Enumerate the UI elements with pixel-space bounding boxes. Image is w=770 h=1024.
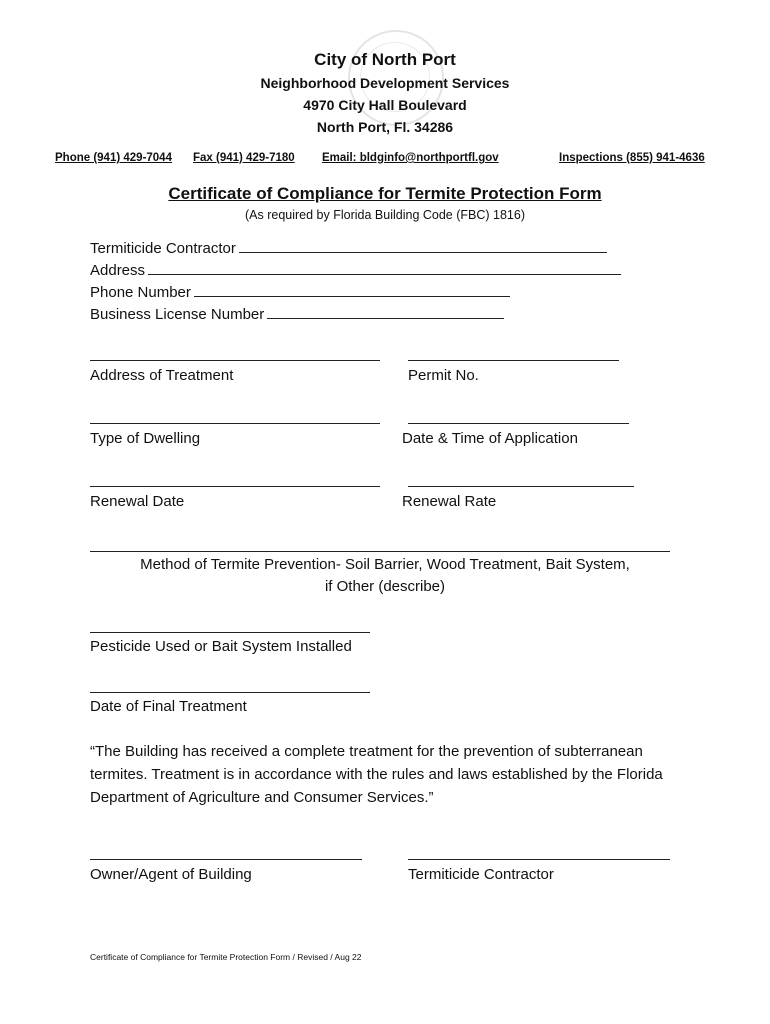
final-treatment-input[interactable]: [90, 692, 370, 693]
owner-agent-label: Owner/Agent of Building: [90, 866, 252, 883]
method-label-line2: if Other (describe): [324, 578, 446, 595]
permit-no-label: Permit No.: [408, 367, 479, 384]
phone-number: Phone (941) 429-7044: [55, 152, 172, 164]
renewal-date-label: Renewal Date: [90, 493, 185, 510]
type-of-dwelling-label: Type of Dwelling: [90, 430, 201, 447]
license-input[interactable]: [267, 304, 504, 319]
fax-number: Fax (941) 429-7180: [193, 152, 295, 164]
address-of-treatment-input[interactable]: [90, 360, 380, 361]
method-label-line1: Method of Termite Prevention- Soil Barrier, Wood Treatment, Bait System,: [140, 556, 630, 573]
type-of-dwelling-input[interactable]: [90, 423, 380, 424]
city-name: City of North Port: [314, 50, 456, 69]
owner-agent-signature-input[interactable]: [90, 859, 362, 860]
form-title: Certificate of Compliance for Termite Protection Form: [168, 184, 602, 203]
renewal-rate-label: Renewal Rate: [402, 493, 497, 510]
inspections-number: Inspections (855) 941-4636: [559, 152, 705, 164]
address-input[interactable]: [148, 260, 621, 275]
address-of-treatment-label: Address of Treatment: [90, 367, 234, 384]
renewal-rate-input[interactable]: [408, 486, 634, 487]
contractor-field: [90, 238, 607, 257]
address-label: Address: [90, 262, 146, 279]
license-label: Business License Number: [90, 306, 265, 323]
phone-field: [90, 282, 510, 301]
email-link[interactable]: Email: bldginfo@northportfl.gov: [322, 152, 499, 164]
contractor-signature-input[interactable]: [408, 859, 670, 860]
footer-revision: Certificate of Compliance for Termite Protection Form / Revised / Aug 22: [90, 952, 362, 962]
final-treatment-label: Date of Final Treatment: [90, 698, 247, 715]
phone-input[interactable]: [194, 282, 510, 297]
date-time-application-input[interactable]: [408, 423, 629, 424]
contractor-label: Termiticide Contractor: [90, 240, 236, 257]
permit-no-input[interactable]: [408, 360, 619, 361]
compliance-statement: “The Building has received a complete treatment for the prevention of subterranean termites. Treatment is in accordance with the rules and laws established by the Florida Department of Agriculture and Consumer Services.”: [90, 743, 663, 806]
renewal-date-input[interactable]: [90, 486, 380, 487]
pesticide-label: Pesticide Used or Bait System Installed: [90, 638, 352, 655]
license-field: [90, 304, 504, 323]
phone-label: Phone Number: [90, 284, 191, 301]
department-name: Neighborhood Development Services: [260, 75, 510, 91]
date-time-application-label: Date & Time of Application: [402, 430, 578, 447]
method-input[interactable]: [90, 551, 670, 552]
office-city-state-zip: North Port, Fl. 34286: [316, 119, 454, 135]
pesticide-input[interactable]: [90, 632, 370, 633]
office-address: 4970 City Hall Boulevard: [303, 97, 467, 113]
termiticide-contractor-signature-label: Termiticide Contractor: [408, 866, 554, 883]
form-subtitle: (As required by Florida Building Code (FBC) 1816): [245, 208, 525, 222]
contractor-input[interactable]: [239, 238, 607, 253]
address-field: [90, 260, 621, 279]
